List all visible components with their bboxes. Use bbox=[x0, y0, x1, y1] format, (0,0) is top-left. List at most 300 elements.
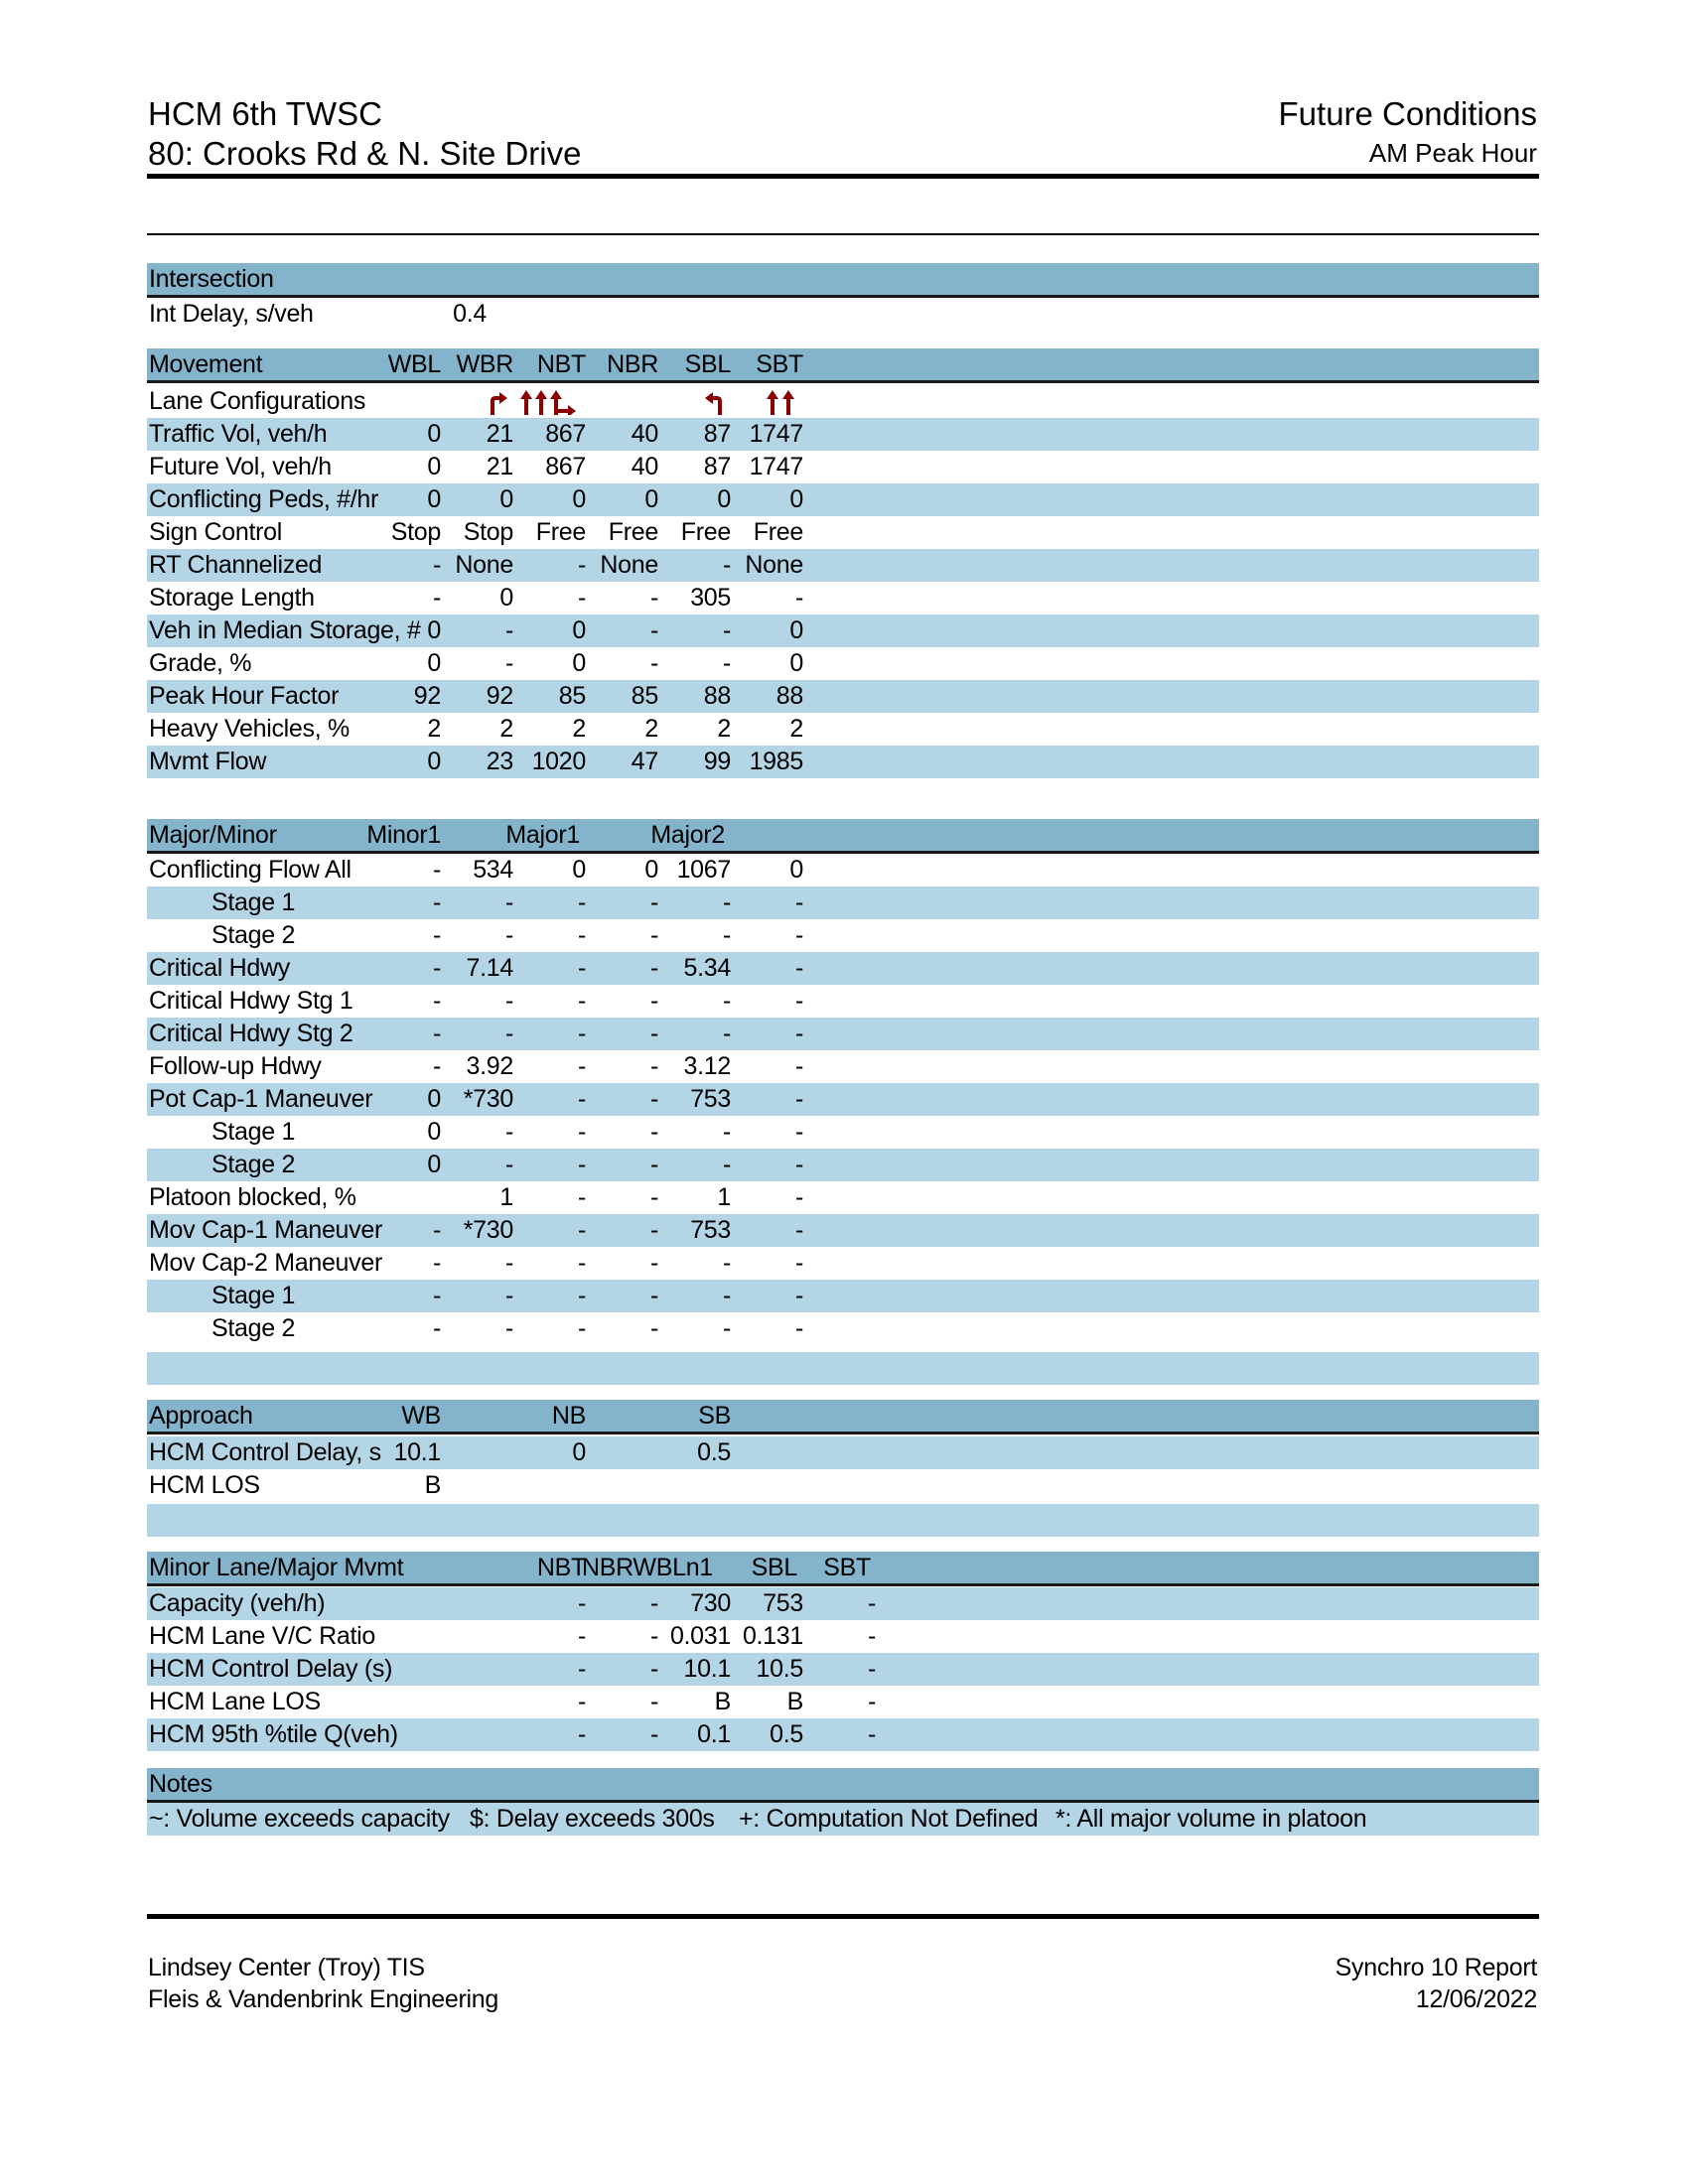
row-label: RT Channelized bbox=[149, 551, 323, 579]
col-header: SBL bbox=[684, 350, 731, 378]
cell: - bbox=[794, 987, 803, 1015]
cell: - bbox=[794, 1183, 803, 1211]
cell: - bbox=[432, 1249, 441, 1277]
cell: - bbox=[649, 1020, 658, 1047]
row-label: Peak Hour Factor bbox=[149, 682, 340, 710]
col-header: NBR bbox=[607, 350, 658, 378]
row-label: Critical Hdwy Stg 2 bbox=[149, 1020, 353, 1047]
cell: - bbox=[432, 888, 441, 916]
cell: - bbox=[504, 616, 513, 644]
approach-col-wb: WB bbox=[401, 1402, 441, 1430]
cell: 0 bbox=[427, 616, 441, 644]
cell: 7.14 bbox=[466, 954, 513, 982]
spacer-band bbox=[147, 1352, 1539, 1385]
cell: - bbox=[722, 1118, 731, 1146]
cell: - bbox=[577, 1589, 586, 1617]
cell: 0 bbox=[427, 420, 441, 448]
notes-heading-row bbox=[147, 1768, 1539, 1803]
table-row bbox=[147, 854, 1539, 887]
cell: 753 bbox=[690, 1085, 731, 1113]
cell: - bbox=[504, 1282, 513, 1309]
cell: 0 bbox=[789, 485, 803, 513]
report-title: HCM 6th TWSC bbox=[148, 95, 382, 132]
cell: 87 bbox=[703, 420, 731, 448]
cell: 2 bbox=[644, 715, 658, 743]
minor-lane-heading-row bbox=[147, 1552, 1539, 1586]
row-label: Stage 1 bbox=[211, 1282, 296, 1309]
movement-heading-row bbox=[147, 348, 1539, 383]
cell: 0 bbox=[572, 1438, 586, 1466]
cell: 753 bbox=[763, 1589, 803, 1617]
cell: None bbox=[600, 551, 658, 579]
cell: 0 bbox=[499, 584, 513, 612]
row-label: Platoon blocked, % bbox=[149, 1183, 356, 1211]
cell: - bbox=[649, 1282, 658, 1309]
time-period: AM Peak Hour bbox=[1368, 138, 1537, 168]
cell: 753 bbox=[690, 1216, 731, 1244]
cell: 2 bbox=[572, 715, 586, 743]
cell: - bbox=[794, 1151, 803, 1178]
cell: 0 bbox=[427, 453, 441, 480]
cell: - bbox=[649, 1216, 658, 1244]
cell: - bbox=[432, 584, 441, 612]
cell: - bbox=[577, 888, 586, 916]
cell: - bbox=[649, 1589, 658, 1617]
cell: - bbox=[504, 1314, 513, 1342]
cell: - bbox=[722, 987, 731, 1015]
table-row bbox=[147, 1181, 1539, 1214]
lane-config-label: Lane Configurations bbox=[149, 387, 366, 415]
header-rule bbox=[147, 174, 1539, 179]
cell: - bbox=[504, 1249, 513, 1277]
row-label: Storage Length bbox=[149, 584, 315, 612]
cell: - bbox=[794, 584, 803, 612]
cell: - bbox=[722, 921, 731, 949]
cell: - bbox=[504, 888, 513, 916]
approach-heading-row bbox=[147, 1400, 1539, 1434]
table-row bbox=[147, 451, 1539, 483]
cell: - bbox=[867, 1589, 876, 1617]
cell: 47 bbox=[631, 748, 658, 775]
cell: 40 bbox=[631, 420, 658, 448]
cell: Stop bbox=[390, 518, 441, 546]
cell: - bbox=[722, 649, 731, 677]
table-row bbox=[147, 1587, 1539, 1620]
cell: B bbox=[714, 1688, 731, 1715]
cell: - bbox=[649, 1151, 658, 1178]
major-minor-heading: Major/Minor bbox=[149, 821, 277, 849]
table-row bbox=[147, 1312, 1539, 1345]
cell: 21 bbox=[486, 420, 513, 448]
table-row bbox=[147, 516, 1539, 549]
cell: - bbox=[649, 1720, 658, 1748]
cell: 1985 bbox=[749, 748, 803, 775]
row-label: Stage 1 bbox=[211, 1118, 296, 1146]
minor-lane-heading: Minor Lane/Major Mvmt bbox=[149, 1554, 404, 1581]
row-label: Grade, % bbox=[149, 649, 252, 677]
cell: - bbox=[577, 1216, 586, 1244]
cell: 0.131 bbox=[742, 1622, 803, 1650]
cell: 87 bbox=[703, 453, 731, 480]
cell: - bbox=[432, 1282, 441, 1309]
note-delay: $: Delay exceeds 300s bbox=[470, 1805, 715, 1833]
cell: - bbox=[722, 616, 731, 644]
table-row bbox=[147, 1116, 1539, 1149]
cell: Free bbox=[608, 518, 658, 546]
cell: 40 bbox=[631, 453, 658, 480]
cell: 99 bbox=[703, 748, 731, 775]
table-row bbox=[147, 1018, 1539, 1050]
cell: 88 bbox=[703, 682, 731, 710]
cell: - bbox=[504, 921, 513, 949]
table-row bbox=[147, 582, 1539, 614]
left-turn-arrow-icon bbox=[667, 389, 731, 415]
table-row bbox=[147, 483, 1539, 516]
cell: 2 bbox=[717, 715, 731, 743]
cell: *730 bbox=[463, 1216, 513, 1244]
row-label: Follow-up Hdwy bbox=[149, 1052, 322, 1080]
cell: 0 bbox=[572, 649, 586, 677]
row-label: Critical Hdwy bbox=[149, 954, 290, 982]
cell: 21 bbox=[486, 453, 513, 480]
cell: - bbox=[649, 1622, 658, 1650]
cell: 2 bbox=[789, 715, 803, 743]
table-row bbox=[147, 713, 1539, 746]
cell: - bbox=[577, 1655, 586, 1683]
cell: - bbox=[432, 551, 441, 579]
cell: 0 bbox=[427, 1118, 441, 1146]
cell: 0 bbox=[789, 856, 803, 884]
cell: - bbox=[577, 921, 586, 949]
row-label: Future Vol, veh/h bbox=[149, 453, 332, 480]
cell: - bbox=[577, 1688, 586, 1715]
table-row bbox=[147, 746, 1539, 778]
approach-heading: Approach bbox=[149, 1402, 253, 1430]
cell: - bbox=[649, 921, 658, 949]
table-row bbox=[147, 952, 1539, 985]
group-major1: Major1 bbox=[505, 821, 580, 849]
row-label: HCM Lane LOS bbox=[149, 1688, 321, 1715]
table-row bbox=[147, 1718, 1539, 1751]
row-label: Heavy Vehicles, % bbox=[149, 715, 350, 743]
table-row bbox=[147, 1247, 1539, 1280]
intersection-heading-row bbox=[147, 263, 1539, 298]
cell: - bbox=[722, 551, 731, 579]
cell: 0 bbox=[427, 1151, 441, 1178]
thru-thru-arrow-icon bbox=[740, 389, 803, 415]
report-date: 12/06/2022 bbox=[1415, 1985, 1537, 2013]
row-label: Stage 1 bbox=[211, 888, 296, 916]
col-header: NBRWBLn1 bbox=[582, 1554, 713, 1581]
table-row bbox=[147, 887, 1539, 919]
table-row bbox=[147, 1050, 1539, 1083]
row-label: Pot Cap-1 Maneuver bbox=[149, 1085, 373, 1113]
row-label: Capacity (veh/h) bbox=[149, 1589, 326, 1617]
cell: - bbox=[794, 954, 803, 982]
cell: - bbox=[432, 1020, 441, 1047]
cell: - bbox=[722, 1249, 731, 1277]
cell: B bbox=[786, 1688, 803, 1715]
cell: - bbox=[504, 1151, 513, 1178]
cell: - bbox=[649, 1085, 658, 1113]
cell: 0.5 bbox=[770, 1720, 803, 1748]
cell: - bbox=[577, 1622, 586, 1650]
scenario-title: Future Conditions bbox=[1278, 95, 1537, 132]
cell: 0 bbox=[427, 649, 441, 677]
cell: - bbox=[649, 616, 658, 644]
cell: 534 bbox=[473, 856, 513, 884]
cell: B bbox=[424, 1471, 441, 1499]
cell: - bbox=[577, 987, 586, 1015]
right-turn-arrow-icon bbox=[450, 389, 513, 415]
row-label: HCM Control Delay (s) bbox=[149, 1655, 393, 1683]
col-header: NBT bbox=[536, 350, 586, 378]
cell: - bbox=[577, 1282, 586, 1309]
cell: 3.92 bbox=[466, 1052, 513, 1080]
table-row bbox=[147, 614, 1539, 647]
row-label: Conflicting Flow All bbox=[149, 856, 352, 884]
row-label: Conflicting Peds, #/hr bbox=[149, 485, 379, 513]
col-header: SBT bbox=[756, 350, 803, 378]
cell: - bbox=[649, 888, 658, 916]
cell: - bbox=[577, 1118, 586, 1146]
table-row bbox=[147, 680, 1539, 713]
table-row bbox=[147, 1653, 1539, 1686]
cell: - bbox=[649, 1655, 658, 1683]
group-minor1: Minor1 bbox=[366, 821, 441, 849]
row-label: Stage 2 bbox=[211, 1151, 296, 1178]
cell: - bbox=[649, 1052, 658, 1080]
cell: - bbox=[504, 1020, 513, 1047]
row-label: HCM LOS bbox=[149, 1471, 260, 1499]
cell: - bbox=[432, 954, 441, 982]
cell: 3.12 bbox=[683, 1052, 731, 1080]
table-row bbox=[147, 1620, 1539, 1653]
cell: *730 bbox=[463, 1085, 513, 1113]
lane-config-row bbox=[147, 385, 1539, 418]
cell: 23 bbox=[486, 748, 513, 775]
cell: - bbox=[432, 987, 441, 1015]
cell: 1 bbox=[499, 1183, 513, 1211]
cell: 0 bbox=[789, 616, 803, 644]
cell: - bbox=[649, 1314, 658, 1342]
header-rule-thin bbox=[147, 233, 1539, 235]
cell: - bbox=[794, 888, 803, 916]
cell: 10.5 bbox=[756, 1655, 803, 1683]
cell: 88 bbox=[775, 682, 803, 710]
cell: - bbox=[432, 856, 441, 884]
notes-heading: Notes bbox=[149, 1770, 212, 1798]
cell: - bbox=[649, 1183, 658, 1211]
table-row bbox=[147, 549, 1539, 582]
row-label: HCM Control Delay, s bbox=[149, 1438, 381, 1466]
cell: 2 bbox=[427, 715, 441, 743]
cell: 10.1 bbox=[683, 1655, 731, 1683]
cell: - bbox=[649, 584, 658, 612]
project-name: Lindsey Center (Troy) TIS bbox=[148, 1954, 425, 1981]
cell: - bbox=[649, 1249, 658, 1277]
note-computation: +: Computation Not Defined bbox=[739, 1805, 1039, 1833]
cell: 1747 bbox=[749, 420, 803, 448]
cell: - bbox=[794, 1249, 803, 1277]
major-minor-heading-row bbox=[147, 819, 1539, 854]
intersection-name: 80: Crooks Rd & N. Site Drive bbox=[148, 135, 582, 172]
cell: 0 bbox=[717, 485, 731, 513]
cell: 10.1 bbox=[393, 1438, 441, 1466]
cell: - bbox=[649, 649, 658, 677]
cell: 0 bbox=[427, 748, 441, 775]
table-row bbox=[147, 1686, 1539, 1718]
cell: 92 bbox=[486, 682, 513, 710]
table-row bbox=[147, 1280, 1539, 1312]
approach-row bbox=[147, 1469, 1539, 1502]
thru-thru-right-arrow-icon bbox=[522, 389, 586, 415]
report-software: Synchro 10 Report bbox=[1335, 1954, 1537, 1981]
int-delay-value: 0.4 bbox=[453, 300, 487, 328]
table-row bbox=[147, 985, 1539, 1018]
cell: 0 bbox=[789, 649, 803, 677]
cell: 1747 bbox=[749, 453, 803, 480]
cell: - bbox=[867, 1622, 876, 1650]
movement-heading: Movement bbox=[149, 350, 263, 378]
cell: - bbox=[794, 1085, 803, 1113]
cell: - bbox=[722, 1151, 731, 1178]
col-header: SBT bbox=[823, 1554, 871, 1581]
row-label: Mov Cap-1 Maneuver bbox=[149, 1216, 382, 1244]
row-label: Critical Hdwy Stg 1 bbox=[149, 987, 353, 1015]
row-label: Mvmt Flow bbox=[149, 748, 267, 775]
notes-row bbox=[147, 1803, 1539, 1836]
cell: - bbox=[577, 551, 586, 579]
cell: - bbox=[577, 1314, 586, 1342]
cell: - bbox=[504, 987, 513, 1015]
spacer-band bbox=[147, 1504, 1539, 1537]
firm-name: Fleis & Vandenbrink Engineering bbox=[148, 1985, 498, 2013]
approach-col-nb: NB bbox=[551, 1402, 586, 1430]
cell: Free bbox=[753, 518, 803, 546]
cell: 5.34 bbox=[683, 954, 731, 982]
cell: - bbox=[432, 1216, 441, 1244]
cell: - bbox=[649, 1688, 658, 1715]
cell: 0.031 bbox=[669, 1622, 731, 1650]
note-volume: ~: Volume exceeds capacity bbox=[149, 1805, 450, 1833]
approach-row bbox=[147, 1436, 1539, 1469]
table-row bbox=[147, 1214, 1539, 1247]
cell: 0 bbox=[572, 616, 586, 644]
row-label: Traffic Vol, veh/h bbox=[149, 420, 328, 448]
row-label: HCM 95th %tile Q(veh) bbox=[149, 1720, 398, 1748]
cell: 0 bbox=[427, 485, 441, 513]
table-row bbox=[147, 919, 1539, 952]
row-label: Mov Cap-2 Maneuver bbox=[149, 1249, 382, 1277]
cell: - bbox=[432, 921, 441, 949]
table-row bbox=[147, 418, 1539, 451]
row-label: Sign Control bbox=[149, 518, 282, 546]
cell: 305 bbox=[690, 584, 731, 612]
cell: - bbox=[432, 1314, 441, 1342]
intersection-heading: Intersection bbox=[149, 265, 274, 293]
cell: - bbox=[867, 1688, 876, 1715]
cell: - bbox=[577, 1052, 586, 1080]
cell: 1020 bbox=[531, 748, 586, 775]
col-header: WBR bbox=[456, 350, 513, 378]
cell: - bbox=[722, 1314, 731, 1342]
cell: 0 bbox=[572, 485, 586, 513]
cell: Stop bbox=[463, 518, 513, 546]
int-delay-row bbox=[147, 298, 1539, 331]
note-platoon: *: All major volume in platoon bbox=[1055, 1805, 1367, 1833]
row-label: Stage 2 bbox=[211, 1314, 296, 1342]
table-row bbox=[147, 1083, 1539, 1116]
cell: 867 bbox=[545, 420, 586, 448]
cell: - bbox=[649, 954, 658, 982]
int-delay-label: Int Delay, s/veh bbox=[149, 300, 314, 328]
cell: - bbox=[577, 1720, 586, 1748]
cell: 0 bbox=[499, 485, 513, 513]
cell: - bbox=[577, 1151, 586, 1178]
approach-col-sb: SB bbox=[698, 1402, 731, 1430]
cell: - bbox=[794, 1020, 803, 1047]
cell: 867 bbox=[545, 453, 586, 480]
cell: 0 bbox=[572, 856, 586, 884]
cell: - bbox=[794, 1216, 803, 1244]
cell: - bbox=[794, 1314, 803, 1342]
row-label: Stage 2 bbox=[211, 921, 296, 949]
cell: - bbox=[577, 1020, 586, 1047]
cell: 1067 bbox=[676, 856, 731, 884]
cell: - bbox=[794, 1118, 803, 1146]
cell: 0 bbox=[427, 1085, 441, 1113]
row-label: HCM Lane V/C Ratio bbox=[149, 1622, 376, 1650]
cell: - bbox=[504, 649, 513, 677]
table-row bbox=[147, 647, 1539, 680]
col-header: WBL bbox=[387, 350, 441, 378]
cell: 730 bbox=[690, 1589, 731, 1617]
cell: - bbox=[577, 1249, 586, 1277]
col-header: NBT bbox=[536, 1554, 586, 1581]
cell: - bbox=[722, 888, 731, 916]
cell: None bbox=[745, 551, 803, 579]
cell: Free bbox=[535, 518, 586, 546]
cell: 0.1 bbox=[697, 1720, 731, 1748]
cell: - bbox=[577, 1085, 586, 1113]
cell: - bbox=[722, 1020, 731, 1047]
cell: - bbox=[867, 1655, 876, 1683]
cell: 92 bbox=[413, 682, 441, 710]
cell: - bbox=[649, 987, 658, 1015]
cell: - bbox=[794, 921, 803, 949]
cell: 2 bbox=[499, 715, 513, 743]
col-header: SBL bbox=[751, 1554, 797, 1581]
cell: - bbox=[867, 1720, 876, 1748]
cell: 85 bbox=[558, 682, 586, 710]
cell: 1 bbox=[717, 1183, 731, 1211]
cell: None bbox=[455, 551, 513, 579]
cell: 0 bbox=[644, 856, 658, 884]
group-major2: Major2 bbox=[650, 821, 725, 849]
cell: - bbox=[794, 1282, 803, 1309]
cell: - bbox=[649, 1118, 658, 1146]
cell: - bbox=[722, 1282, 731, 1309]
cell: 0 bbox=[644, 485, 658, 513]
cell: - bbox=[577, 1183, 586, 1211]
cell: - bbox=[504, 1118, 513, 1146]
footer-rule bbox=[147, 1914, 1539, 1919]
table-row bbox=[147, 1149, 1539, 1181]
cell: 85 bbox=[631, 682, 658, 710]
cell: - bbox=[432, 1052, 441, 1080]
row-label: Veh in Median Storage, # bbox=[149, 616, 421, 644]
